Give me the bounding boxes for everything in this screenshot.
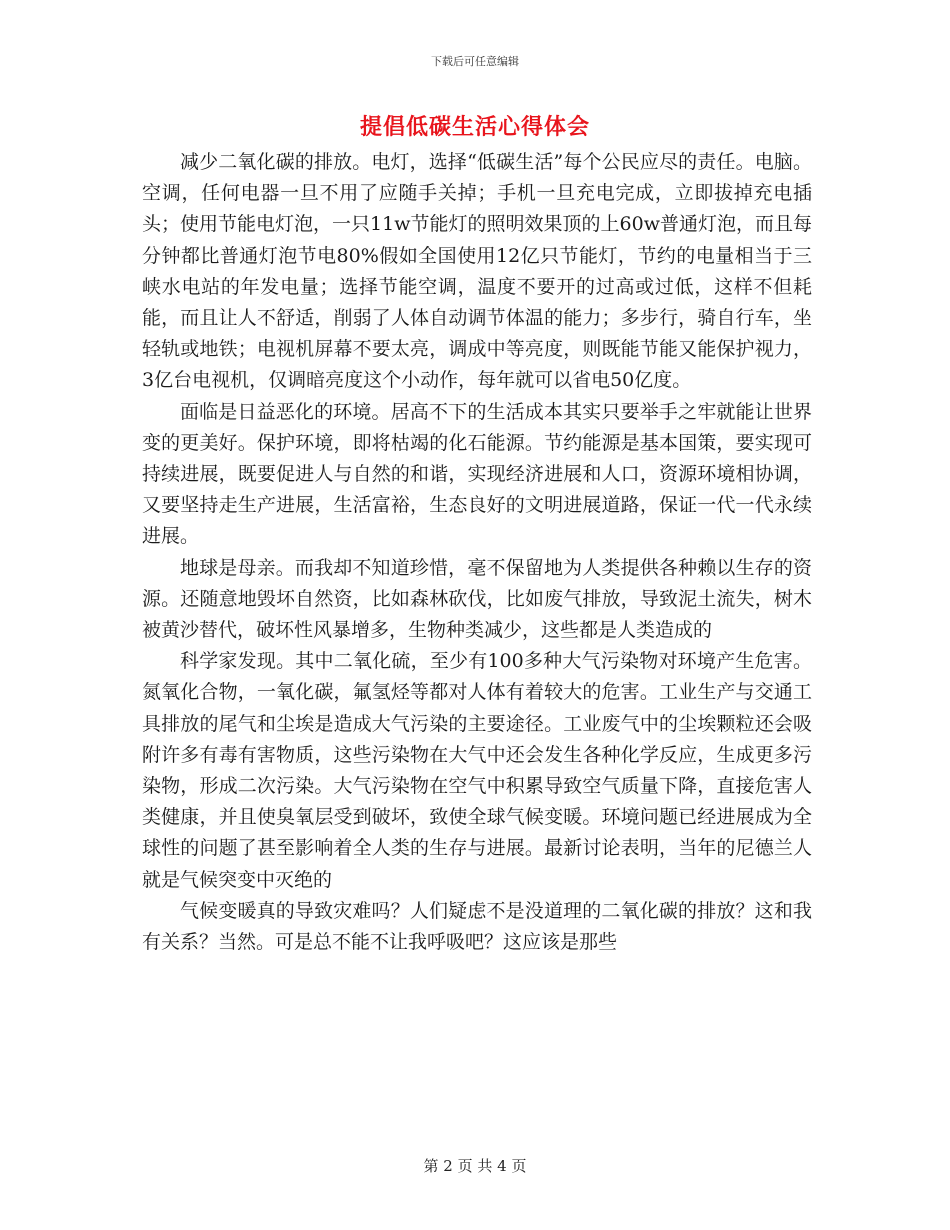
document-body xyxy=(142,147,812,958)
document-title: 提倡低碳生活心得体会 xyxy=(359,114,590,140)
header-note: 下载后可任意编辑 xyxy=(431,55,519,68)
paragraph-2: 面临是日益恶化的环境。居高不下的生活成本其实只要举手之牢就能让世界变的更美好。保护环境，即将枯竭的化石能源。节约能源是基本国策，要实现可持续进展，既要促进人与自然的和谐，实现经济进展和人口，资源环境相协调，又要坚持走生产进展，生活富裕，生态良好的文明进展道路，保证一代一代永续进展。 xyxy=(142,400,812,548)
paragraph-1: 减少二氧化碳的排放。电灯，选择“低碳生活”每个公民应尽的责任。电脑。空调，任何电器一旦不用了应随手关掉；手机一旦充电完成，立即拔掉充电插头；使用节能电灯泡，一只11w节能灯的照明效果顶的上60w普通灯泡，而且每分钟都比普通灯泡节电80%假如全国使用12亿只节能灯，节约的电量相当于三峡水电站的年发电量；选择节能空调，温度不要开的过高或过低，这样不但耗能，而且让人不舒适，削弱了人体自动调节体温的能力；多步行，骑自行车，坐轻轨或地铁；电视机屏幕不要太亮，调成中等亮度，则既能节能又能保护视力，3亿台电视机，仅调暗亮度这个小动作，每年就可以省电50亿度。 xyxy=(142,151,812,392)
paragraph-5: 气候变暖真的导致灾难吗？人们疑虑不是没道理的二氧化碳的排放？这和我有关系？当然。可是总不能不让我呼吸吧？这应该是那些 xyxy=(142,899,812,954)
page-number: 第 2 页 共 4 页 xyxy=(423,1157,527,1175)
paragraph-4: 科学家发现。其中二氧化硫，至少有100多种大气污染物对环境产生危害。氮氧化合物，一氧化碳，氟氢烃等都对人体有着较大的危害。工业生产与交通工具排放的尾气和尘埃是造成大气污染的主要途径。工业废气中的尘埃颗粒还会吸附许多有毒有害物质，这些污染物在大气中还会发生各种化学反应，生成更多污染物，形成二次污染。大气污染物在空气中积累导致空气质量下降，直接危害人类健康，并且使臭氧层受到破坏，致使全球气候变暖。环境问题已经进展成为全球性的问题了甚至影响着全人类的生存与进展。最新讨论表明，当年的尼德兰人就是气候突变中灭绝的 xyxy=(142,650,812,891)
paragraph-3: 地球是母亲。而我却不知道珍惜，毫不保留地为人类提供各种赖以生存的资源。还随意地毁坏自然资，比如森林砍伐，比如废气排放，导致泥土流失，树木被黄沙替代，破坏性风暴增多，生物种类减少，这些都是人类造成的 xyxy=(142,556,812,642)
